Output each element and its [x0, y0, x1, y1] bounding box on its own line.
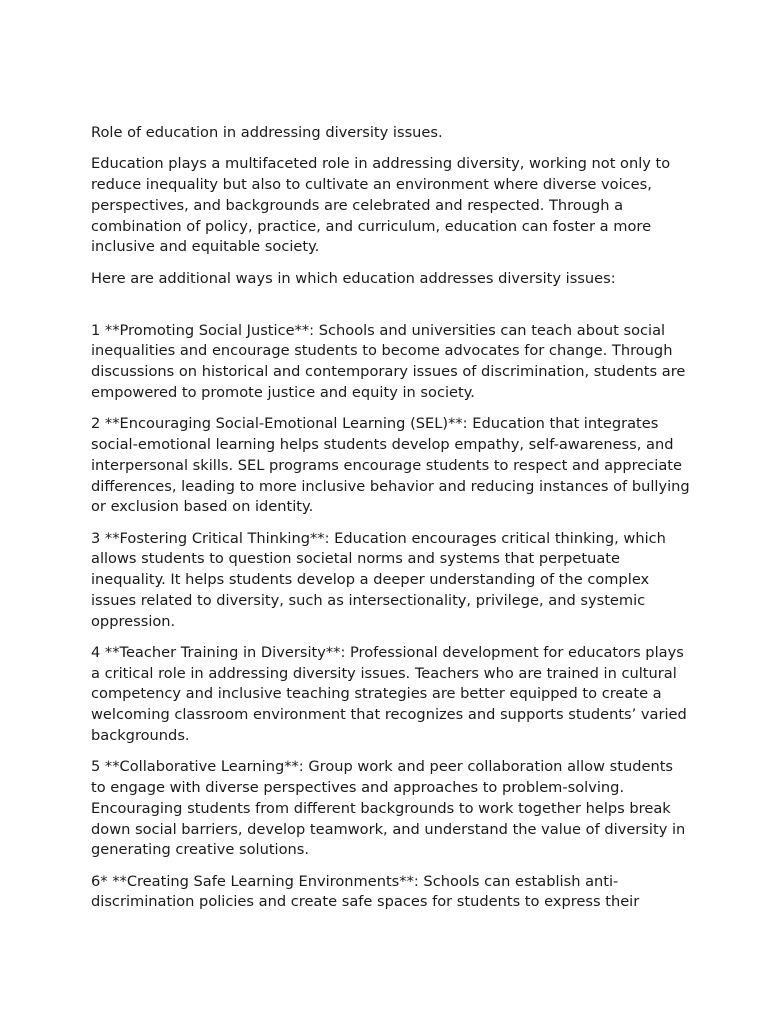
document-title: Role of education in addressing diversity issues. — [91, 124, 443, 141]
intro-paragraph: Education plays a multifaceted role in addressing diversity, working not only to reduce inequality but also to cultivate an environment where diverse voices, perspectives, and backgrounds are celebrated and respected. Through a combination of policy, practice, and curriculum, education can foster a more inclusive and equitable society. — [91, 155, 671, 256]
list-item-safe-learning-environments: 6* **Creating Safe Learning Environments**: Schools can establish anti-discrimination policies and create safe spaces for students to express their — [91, 872, 640, 911]
lead-in-paragraph: Here are additional ways in which education addresses diversity issues: — [91, 269, 616, 287]
list-item-social-emotional-learning: 2 **Encouraging Social-Emotional Learning (SEL)**: Education that integrates social-emotional learning helps students develop empathy, self-awareness, and interpersonal skills. SEL programs encourage students to respect and appreciate differences, leading to more inclusive behavior and reducing instances of bullying or exclusion based on identity. — [91, 415, 690, 516]
list-item-collaborative-learning: 5 **Collaborative Learning**: Group work and peer collaboration allow students to engage with diverse perspectives and approaches to problem-solving. Encouraging students from different backgrounds to work together helps break down social barriers, develop teamwork, and understand the value of diversity in generating creative solutions. — [91, 758, 686, 859]
list-item-teacher-training: 4 **Teacher Training in Diversity**: Professional development for educators plays a critical role in addressing diversity issues. Teachers who are trained in cultural competency and inclusive teaching strategies are better equipped to create a welcoming classroom environment that recognizes and supports students’ varied backgrounds. — [91, 643, 687, 745]
list-item-promoting-social-justice: 1 **Promoting Social Justice**: Schools and universities can teach about social inequalities and encourage students to become advocates for change. Through discussions on historical and contemporary issues of discrimination, students are empowered to promote justice and equity in society. — [91, 321, 686, 401]
list-item-critical-thinking: 3 **Fostering Critical Thinking**: Education encourages critical thinking, which allows students to question societal norms and systems that perpetuate inequality. It helps students develop a deeper understanding of the complex issues related to diversity, such as intersectionality, privilege, and systemic oppression. — [91, 529, 666, 630]
document-body — [91, 123, 691, 924]
